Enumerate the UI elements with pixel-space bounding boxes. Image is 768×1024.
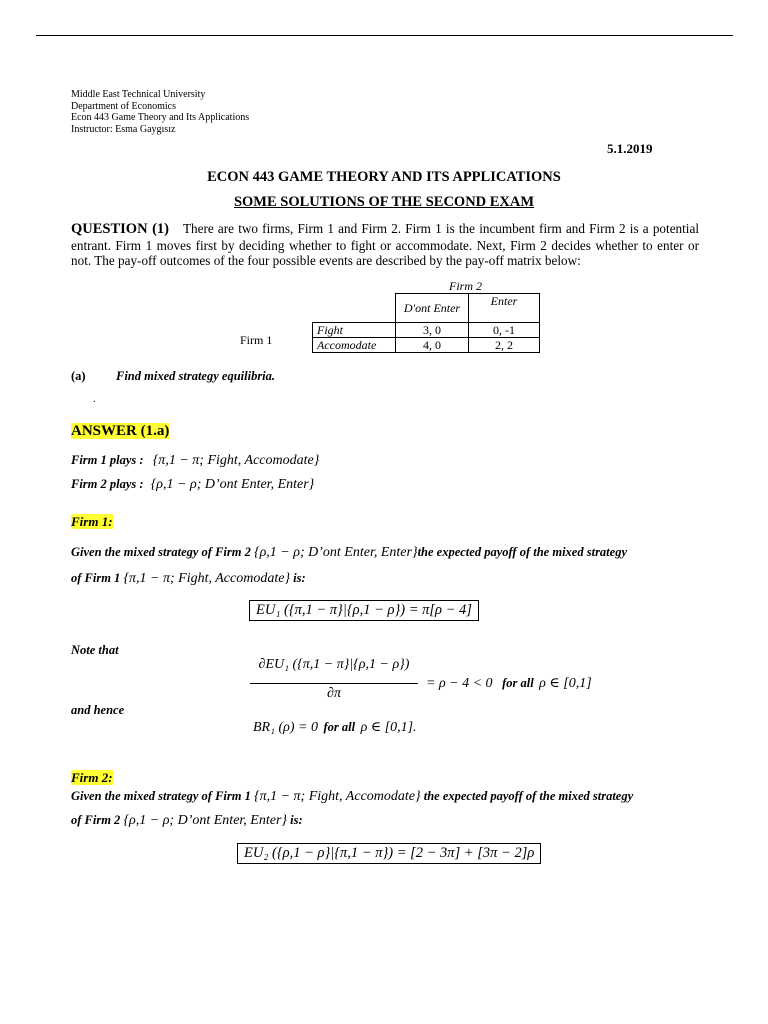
part-a-text: Find mixed strategy equilibria.	[116, 369, 276, 383]
firm1-plays-line	[71, 453, 319, 469]
cell-fight-dont-enter: 3, 0	[396, 323, 469, 338]
question-label: QUESTION (1)	[71, 221, 169, 237]
range-1: ρ ∈ [0,1]	[539, 676, 592, 691]
derivative-denominator: ∂π	[327, 686, 341, 701]
col-header-enter: Enter	[469, 294, 540, 323]
firm1-of: of Firm 1	[71, 571, 121, 585]
column-player-label: Firm 2	[449, 279, 482, 293]
matrix-row-fight	[313, 323, 540, 338]
firm2-of-line	[71, 813, 303, 829]
firm1-given-line	[71, 545, 627, 561]
question-text: There are two firms, Firm 1 and Firm 2. Firm 1 is the incumbent firm and Firm 2 is a potential entrant. Firm 1 moves first by deciding whether to fight or accommodate. Next, Firm 2 decides whether to enter or not. The pay-off outcomes of the four possible events are described by the pay-off matrix below:	[71, 221, 699, 269]
firm1-of-set: {π,1 − π; Fight, Accomodate}	[123, 571, 291, 586]
for-all-1: for all	[502, 676, 534, 690]
exam-date: 5.1.2019	[607, 141, 653, 156]
firm2-given-set: {π,1 − π; Fight, Accomodate}	[253, 789, 421, 804]
eu2-formula: EU₂ ({ρ,1 − ρ}|{π,1 − π}) = [2 − 3π] + [3π − 2]ρ	[244, 845, 535, 861]
firm2-of: of Firm 2	[71, 813, 121, 827]
firm2-plays-label: Firm 2 plays :	[71, 477, 144, 491]
page-title: ECON 443 GAME THEORY AND ITS APPLICATIONS	[207, 169, 561, 185]
firm2-plays-line	[71, 477, 314, 493]
derivative-rhs	[426, 675, 592, 692]
firm2-is: is:	[290, 813, 303, 827]
note-that: Note that	[71, 643, 119, 657]
firm1-given-b: the expected payoff of the mixed strategy	[417, 545, 627, 559]
answer-heading-text: ANSWER (1.a)	[71, 423, 170, 439]
firm2-given-line	[71, 789, 633, 805]
matrix-header-row	[313, 294, 540, 323]
department-name: Department of Economics	[71, 100, 176, 112]
university-name: Middle East Technical University	[71, 89, 206, 100]
cell-accomodate-enter: 2, 2	[469, 338, 540, 353]
payoff-matrix	[312, 293, 540, 353]
firm2-section-heading	[71, 769, 113, 787]
question-1	[71, 221, 699, 269]
firm1-of-line	[71, 571, 306, 587]
cell-accomodate-dont-enter: 4, 0	[396, 338, 469, 353]
row-label-accomodate: Accomodate	[313, 338, 396, 353]
part-a-label: (a)	[71, 369, 86, 383]
firm1-plays-label: Firm 1 plays :	[71, 453, 144, 467]
document-header	[71, 89, 249, 135]
eu1-formula: EU₁ ({π,1 − π}|{ρ,1 − ρ}) = π[ρ − 4]	[256, 602, 472, 618]
firm2-heading-text: Firm 2:	[71, 770, 113, 785]
firm1-given-set: {ρ,1 − ρ; D’ont Enter, Enter}	[253, 545, 418, 560]
row-player-label: Firm 1	[240, 333, 273, 347]
col-header-dont-enter: D'ont Enter	[396, 294, 469, 323]
eu1-formula-box	[249, 600, 479, 621]
firm1-strategy-set: {π,1 − π; Fight, Accomodate}	[152, 453, 320, 468]
cell-fight-enter: 0, -1	[469, 323, 540, 338]
firm2-given-a: Given the mixed strategy of Firm 1	[71, 789, 251, 803]
instructor-name: Instructor: Esma Gaygısız	[71, 123, 176, 135]
range-2: ρ ∈ [0,1].	[360, 720, 417, 735]
derivative-numerator: ∂EU₁ ({π,1 − π}|{ρ,1 − ρ})	[258, 657, 410, 672]
stray-dot: .	[93, 394, 96, 405]
derivative-value: = ρ − 4 < 0	[426, 676, 493, 691]
eu2-formula-box	[237, 843, 541, 864]
firm1-section-heading	[71, 513, 113, 531]
firm2-of-set: {ρ,1 − ρ; D’ont Enter, Enter}	[123, 813, 288, 828]
answer-heading	[71, 423, 169, 440]
firm2-strategy-set: {ρ,1 − ρ; D’ont Enter, Enter}	[150, 477, 315, 492]
subtitle-text: SOME SOLUTIONS OF THE SECOND EXAM	[233, 194, 535, 210]
firm2-given-b: the expected payoff of the mixed strategy	[423, 789, 634, 803]
for-all-2: for all	[323, 720, 356, 734]
top-rule	[36, 35, 733, 36]
fraction-bar	[250, 683, 418, 684]
best-response-line	[253, 719, 417, 736]
br1: BR₁ (ρ) = 0	[253, 720, 318, 735]
firm1-is: is:	[293, 571, 306, 585]
firm1-heading-text: Firm 1:	[71, 514, 113, 529]
matrix-row-accomodate	[313, 338, 540, 353]
page-subtitle	[0, 194, 768, 211]
and-hence: and hence	[71, 703, 125, 717]
course-name: Econ 443 Game Theory and Its Applications	[71, 112, 250, 123]
row-label-fight: Fight	[313, 323, 396, 338]
firm1-given-a: Given the mixed strategy of Firm 2	[71, 545, 251, 559]
